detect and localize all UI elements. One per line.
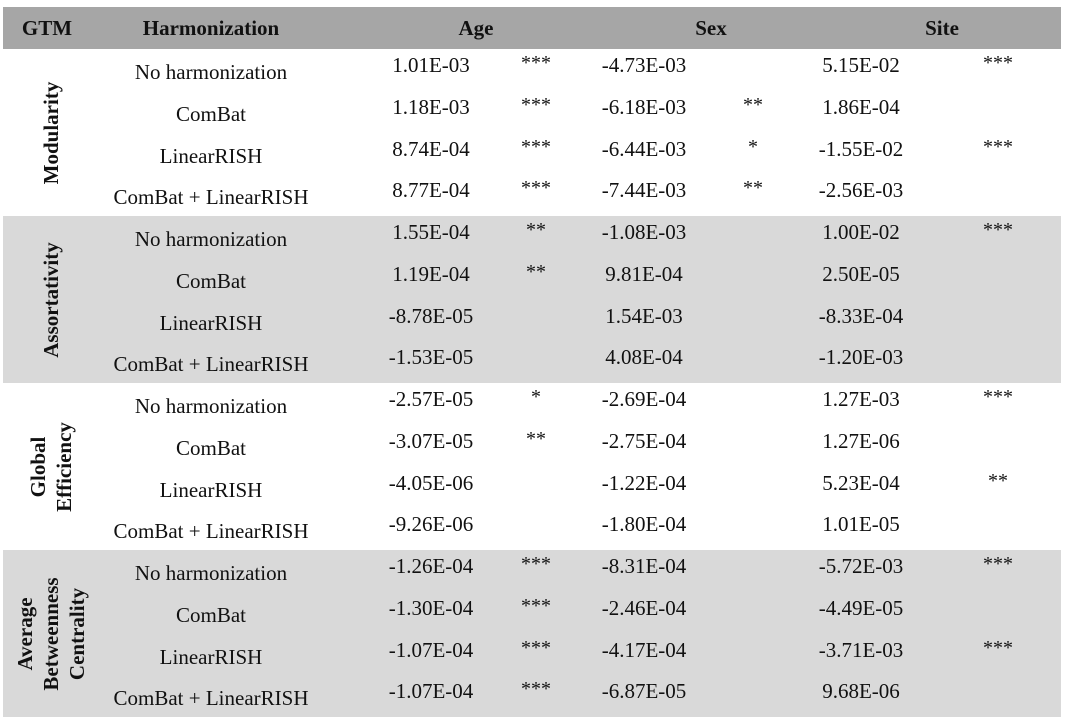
- harmonization-cell: No harmonization: [134, 394, 288, 418]
- table-row: [3, 550, 1061, 592]
- harmonization-cell: ComBat: [175, 435, 247, 460]
- sex-value: -8.31E-04: [601, 554, 687, 578]
- harmonization-cell: ComBat: [175, 268, 247, 293]
- age-significance: ***: [521, 177, 551, 200]
- header-age: Age: [458, 16, 494, 40]
- table-row: [3, 300, 1061, 342]
- harmonization-cell: ComBat + LinearRISH: [113, 185, 309, 210]
- table-row: [3, 49, 1061, 91]
- age-value: -1.07E-04: [388, 679, 474, 704]
- harmonization-cell: ComBat: [175, 602, 247, 627]
- sex-significance: **: [743, 93, 763, 116]
- age-value: 1.18E-03: [392, 94, 470, 119]
- gtm-label: Global Efficiency: [26, 421, 76, 512]
- site-significance: ***: [983, 636, 1013, 659]
- age-value: 8.77E-04: [392, 178, 470, 203]
- table-row: [3, 675, 1061, 717]
- harmonization-cell: ComBat + LinearRISH: [113, 352, 309, 377]
- age-value: -1.26E-04: [388, 554, 474, 578]
- site-value: 1.00E-02: [822, 220, 900, 244]
- age-value: -1.07E-04: [388, 637, 474, 662]
- site-value: -8.33E-04: [818, 303, 904, 328]
- harmonization-cell: ComBat: [175, 101, 247, 126]
- table-row: [3, 341, 1061, 383]
- age-value: -9.26E-06: [388, 512, 474, 537]
- table-row: [3, 258, 1061, 300]
- age-value: -8.78E-05: [388, 303, 474, 328]
- header-sex: Sex: [695, 16, 727, 40]
- sex-value: 4.08E-04: [605, 345, 683, 370]
- age-significance: **: [526, 260, 546, 283]
- site-value: 1.86E-04: [822, 94, 900, 119]
- table-row: [3, 216, 1061, 258]
- site-value: 5.15E-02: [822, 53, 900, 77]
- gtm-group: [3, 383, 1061, 550]
- harmonization-cell: LinearRISH: [159, 310, 263, 335]
- harmonization-cell: No harmonization: [134, 227, 288, 251]
- site-value: -2.56E-03: [818, 178, 904, 203]
- table-row: [3, 174, 1061, 216]
- age-significance: ***: [521, 678, 551, 701]
- site-significance: ***: [983, 52, 1013, 74]
- sex-value: 9.81E-04: [605, 261, 683, 286]
- sex-value: -2.75E-04: [601, 428, 687, 453]
- age-significance: ***: [521, 594, 551, 617]
- table-row: [3, 592, 1061, 634]
- sex-value: 1.54E-03: [605, 303, 683, 328]
- site-value: 1.01E-05: [822, 512, 900, 537]
- sex-value: -4.73E-03: [601, 53, 687, 77]
- site-significance: ***: [983, 553, 1013, 575]
- site-value: -3.71E-03: [818, 637, 904, 662]
- age-significance: **: [526, 427, 546, 450]
- age-significance: ***: [521, 135, 551, 158]
- gtm-group: [3, 216, 1061, 383]
- site-significance: ***: [983, 135, 1013, 158]
- header-gtm: GTM: [21, 16, 73, 40]
- site-value: 9.68E-06: [822, 679, 900, 704]
- age-value: -1.30E-04: [388, 595, 474, 620]
- site-value: 1.27E-06: [822, 428, 900, 453]
- sex-value: -2.69E-04: [601, 387, 687, 411]
- age-significance: ***: [521, 52, 551, 74]
- header-harmonization: Harmonization: [142, 16, 280, 40]
- gtm-label: Assortativity: [39, 241, 63, 358]
- age-value: -1.53E-05: [388, 345, 474, 370]
- site-value: 2.50E-05: [822, 261, 900, 286]
- table-row: [3, 383, 1061, 425]
- age-value: 1.55E-04: [392, 220, 470, 244]
- site-value: -1.55E-02: [818, 136, 904, 161]
- table-row: [3, 634, 1061, 676]
- site-value: -4.49E-05: [818, 595, 904, 620]
- harmonization-cell: LinearRISH: [159, 644, 263, 669]
- site-value: 5.23E-04: [822, 470, 900, 495]
- age-value: -4.05E-06: [388, 470, 474, 495]
- site-significance: **: [988, 469, 1008, 492]
- site-significance: ***: [983, 386, 1013, 408]
- harmonization-cell: LinearRISH: [159, 143, 263, 168]
- sex-value: -6.44E-03: [601, 136, 687, 161]
- sex-value: -4.17E-04: [601, 637, 687, 662]
- table-row: [3, 91, 1061, 133]
- sex-significance: *: [748, 135, 758, 158]
- sex-value: -1.22E-04: [601, 470, 687, 495]
- gtm-label: Average Betweenness Centrality: [13, 576, 89, 691]
- gtm-group: [3, 550, 1061, 717]
- age-value: -3.07E-05: [388, 428, 474, 453]
- age-significance: ***: [521, 553, 551, 575]
- table-row: [3, 425, 1061, 467]
- site-value: 1.27E-03: [822, 387, 900, 411]
- age-value: 1.19E-04: [392, 261, 470, 286]
- site-significance: ***: [983, 219, 1013, 241]
- site-value: -1.20E-03: [818, 345, 904, 370]
- age-significance: *: [531, 386, 541, 408]
- sex-value: -1.80E-04: [601, 512, 687, 537]
- gtm-label: Modularity: [39, 81, 63, 184]
- age-significance: **: [526, 219, 546, 241]
- table-row: [3, 133, 1061, 175]
- table-header: [3, 7, 1061, 49]
- table-row: [3, 467, 1061, 509]
- age-value: 8.74E-04: [392, 136, 470, 161]
- gtm-group: [3, 49, 1061, 216]
- harmonization-cell: ComBat + LinearRISH: [113, 686, 309, 711]
- age-value: 1.01E-03: [392, 53, 470, 77]
- sex-value: -2.46E-04: [601, 595, 687, 620]
- harmonization-cell: No harmonization: [134, 60, 288, 84]
- age-significance: ***: [521, 636, 551, 659]
- sex-value: -6.18E-03: [601, 94, 687, 119]
- age-value: -2.57E-05: [388, 387, 474, 411]
- harmonization-cell: No harmonization: [134, 561, 288, 585]
- harmonization-cell: ComBat + LinearRISH: [113, 519, 309, 544]
- sex-value: -6.87E-05: [601, 679, 687, 704]
- site-value: -5.72E-03: [818, 554, 904, 578]
- harmonization-cell: LinearRISH: [159, 477, 263, 502]
- sex-value: -1.08E-03: [601, 220, 687, 244]
- sex-value: -7.44E-03: [601, 178, 687, 203]
- table-row: [3, 508, 1061, 550]
- header-site: Site: [925, 16, 959, 40]
- age-significance: ***: [521, 93, 551, 116]
- sex-significance: **: [743, 177, 763, 200]
